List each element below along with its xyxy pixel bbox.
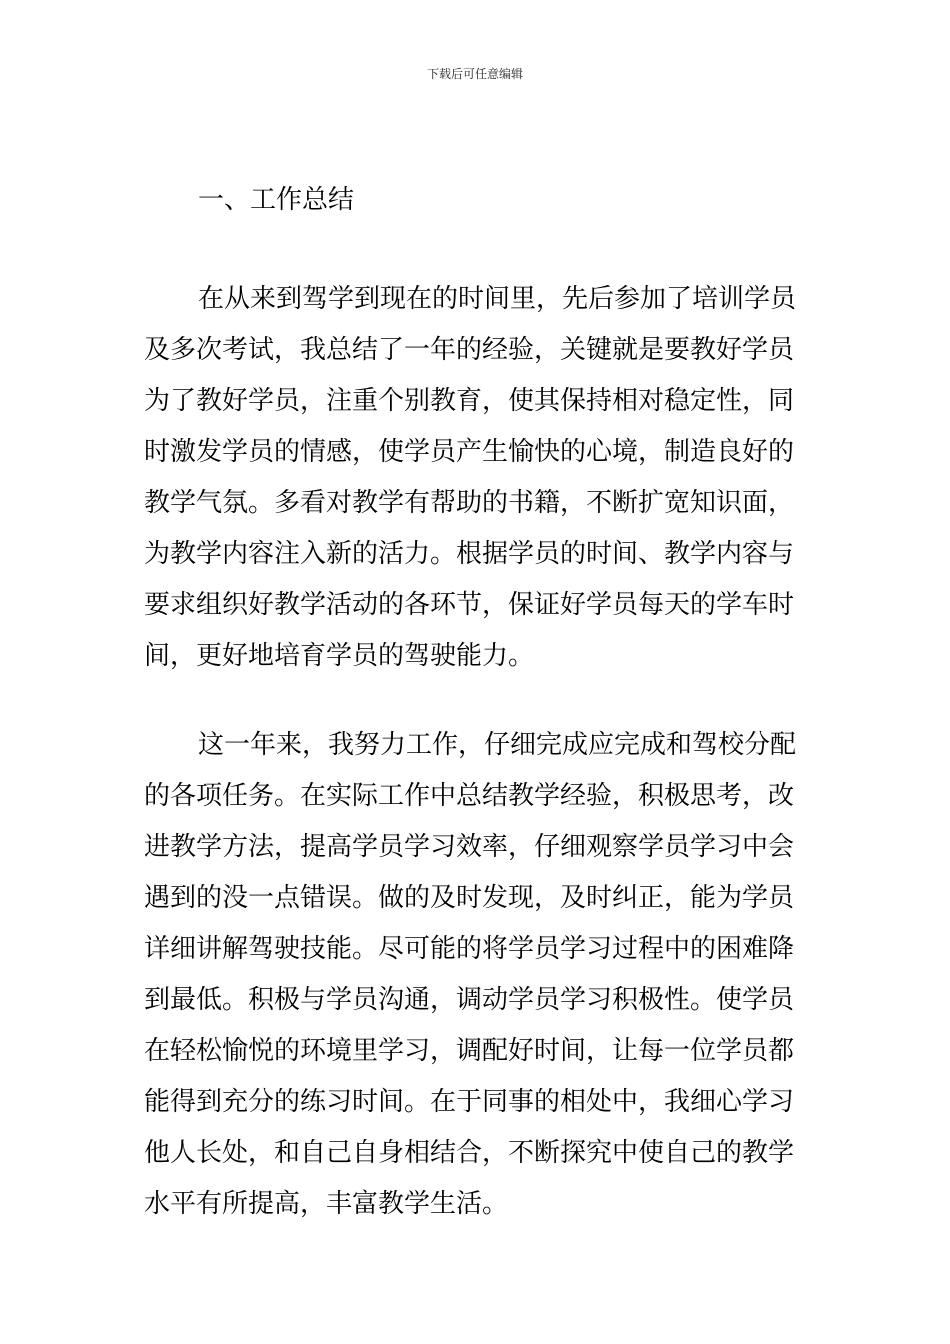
section-heading: 一、工作总结 (198, 185, 355, 215)
paragraph-line: 间，更好地培育学员的驾驶能力。 (144, 641, 535, 671)
paragraph-line: 详细讲解驾驶技能。尽可能的将学员学习过程中的困难降 (144, 934, 795, 964)
paragraph-line: 为了教好学员，注重个别教育，使其保持相对稳定性，同 (144, 386, 795, 416)
paragraph-line: 水平有所提高，丰富教学生活。 (144, 1189, 509, 1219)
paragraph-line: 要求组织好教学活动的各环节，保证好学员每天的学车时 (144, 590, 795, 620)
paragraph-line: 能得到充分的练习时间。在于同事的相处中，我细心学习 (144, 1087, 795, 1117)
paragraph-line: 及多次考试，我总结了一年的经验，关键就是要教好学员 (144, 335, 795, 365)
paragraph-line: 进教学方法，提高学员学习效率，仔细观察学员学习中会 (144, 832, 795, 862)
paragraph-line: 为教学内容注入新的活力。根据学员的时间、教学内容与 (144, 539, 795, 569)
paragraph-line: 遇到的没一点错误。做的及时发现，及时纠正，能为学员 (144, 883, 795, 913)
paragraph (144, 274, 814, 682)
paragraph-line: 在从来到驾学到现在的时间里，先后参加了培训学员 (198, 284, 797, 314)
paragraph-line: 他人长处，和自己自身相结合，不断探究中使自己的教学 (144, 1138, 795, 1168)
page-header: 下载后可任意编辑 (426, 67, 523, 81)
paragraph-line: 在轻松愉悦的环境里学习，调配好时间，让每一位学员都 (144, 1036, 795, 1066)
paragraph-line: 的各项任务。在实际工作中总结教学经验，积极思考，改 (144, 781, 795, 811)
paragraph-line: 时激发学员的情感，使学员产生愉快的心境，制造良好的 (144, 437, 795, 467)
paragraph-line: 这一年来，我努力工作，仔细完成应完成和驾校分配 (198, 730, 797, 760)
paragraph-line: 教学气氛。多看对教学有帮助的书籍，不断扩宽知识面， (144, 488, 795, 518)
paragraph-line: 到最低。积极与学员沟通，调动学员学习积极性。使学员 (144, 985, 795, 1015)
paragraph (144, 720, 814, 1230)
